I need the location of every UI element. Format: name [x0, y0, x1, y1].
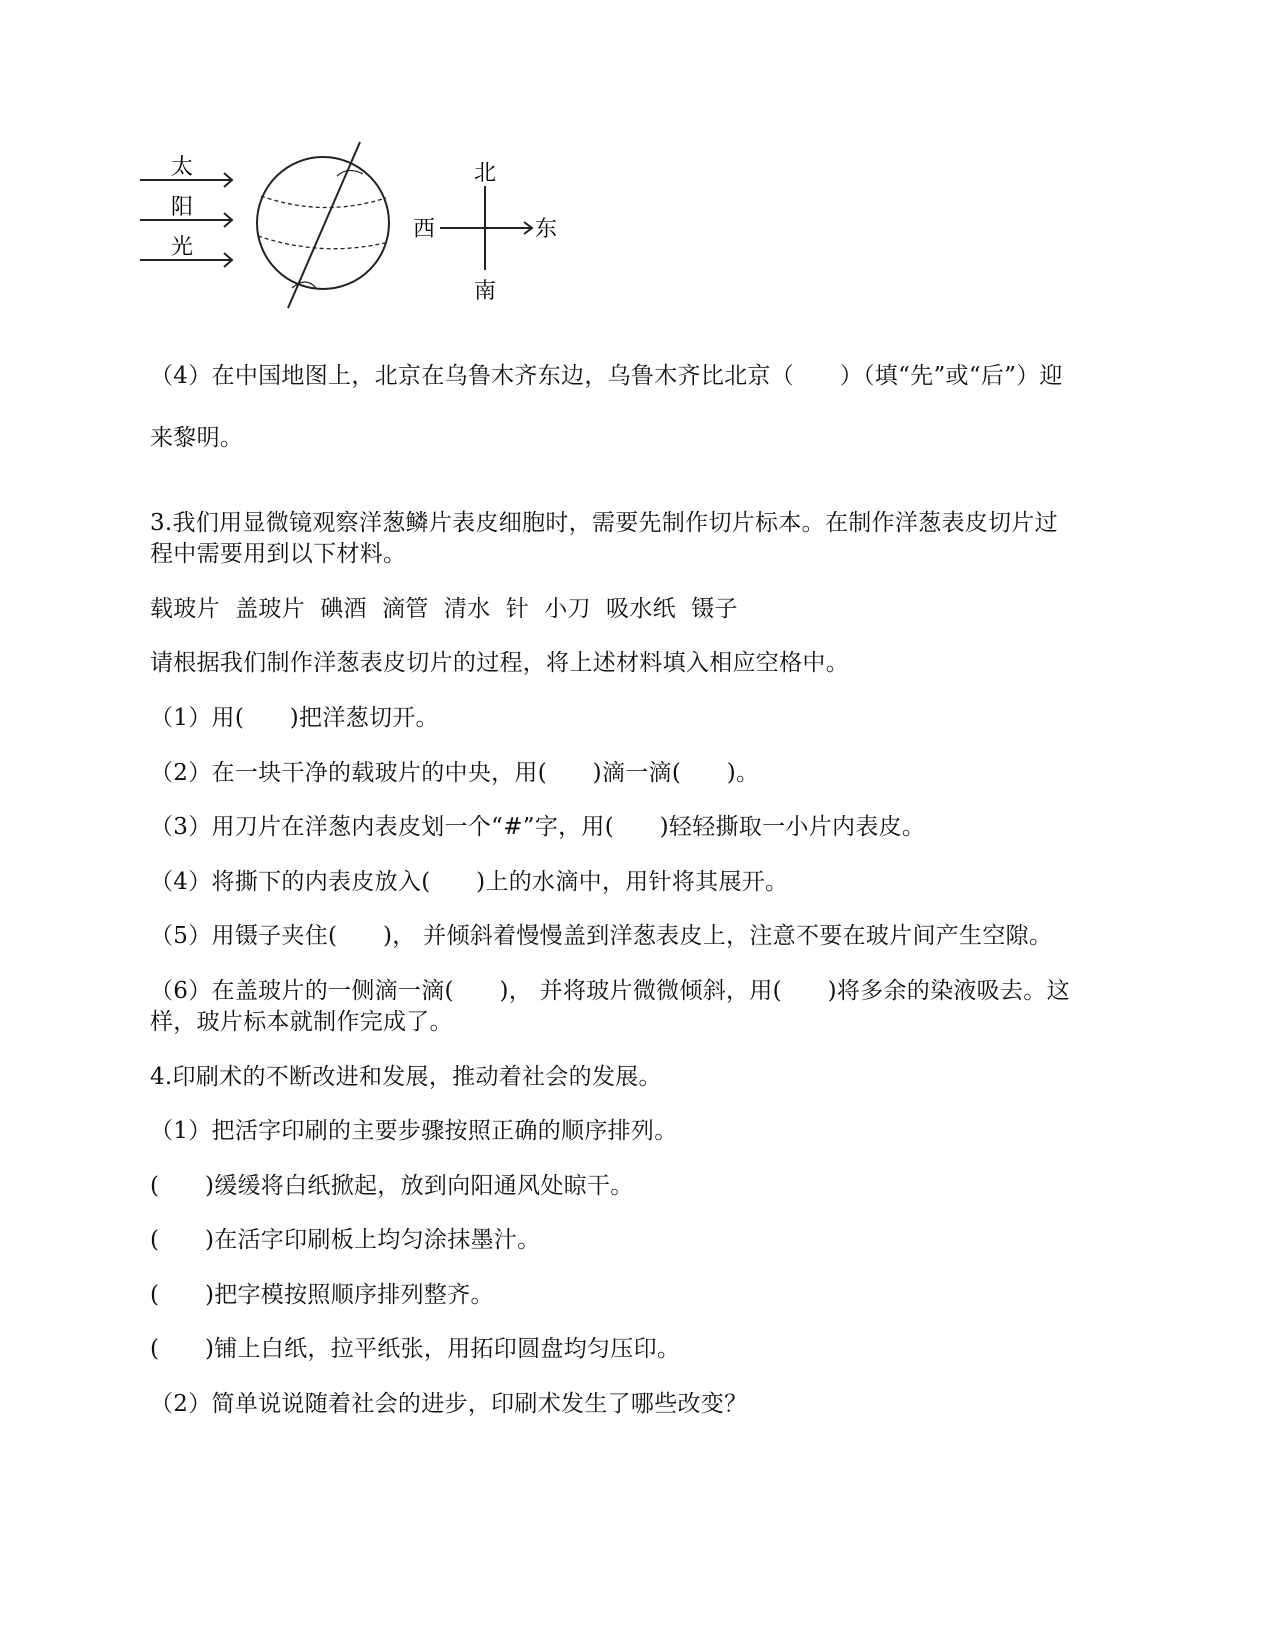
compass-west-label: 西 [412, 217, 436, 242]
sunlight-char: 太 [170, 155, 194, 180]
printing-step: ( )把字模按照顺序排列整齐。 [150, 1282, 494, 1308]
question-3-step-2: （2）在一块干净的载玻片的中央，用( )滴一滴( )。 [150, 760, 760, 786]
sunlight-char: 阳 [170, 195, 194, 220]
compass-icon [440, 186, 532, 270]
question-4-part-1: （1）把活字印刷的主要步骤按照正确的顺序排列。 [150, 1118, 678, 1144]
question-3-step-5: （5）用镊子夹住( )， 并倾斜着慢慢盖到洋葱表皮上，注意不要在玻片间产生空隙。 [150, 923, 1053, 949]
globe-icon [257, 142, 389, 308]
question-3-intro-line2: 程中需要用到以下材料。 [150, 541, 407, 567]
question-4-intro: 4.印刷术的不断改进和发展，推动着社会的发展。 [150, 1064, 662, 1090]
question-3-step-6-line2: 样，玻片标本就制作完成了。 [150, 1009, 453, 1035]
compass-east-label: 东 [534, 217, 558, 242]
earth-sunlight-figure [140, 138, 580, 328]
question-3-step-6-line1: （6）在盖玻片的一侧滴一滴( )， 并将玻片微微倾斜，用( )将多余的染液吸去。这 [150, 978, 1070, 1004]
question-2-part-4-line2: 来黎明。 [150, 425, 244, 451]
compass-south-label: 南 [473, 279, 497, 304]
question-3-intro-line1: 3.我们用显微镜观察洋葱鳞片表皮细胞时，需要先制作切片标本。在制作洋葱表皮切片过 [150, 510, 1058, 536]
materials-list: 载玻片 盖玻片 碘酒 滴管 清水 针 小刀 吸水纸 镊子 [150, 596, 738, 622]
question-2-part-4-line1: （4）在中国地图上，北京在乌鲁木齐东边，乌鲁木齐比北京（ ）（填“先”或“后”）迎 [150, 363, 1063, 389]
printing-step: ( )铺上白纸，拉平纸张，用拓印圆盘均匀压印。 [150, 1336, 681, 1362]
printing-step: ( )缓缓将白纸掀起，放到向阳通风处晾干。 [150, 1173, 634, 1199]
question-4-part-2: （2）简单说说随着社会的进步，印刷术发生了哪些改变？ [150, 1391, 748, 1417]
question-3-instruction: 请根据我们制作洋葱表皮切片的过程，将上述材料填入相应空格中。 [150, 650, 849, 676]
compass-north-label: 北 [473, 161, 497, 186]
question-3-step-1: （1）用( )把洋葱切开。 [150, 705, 439, 731]
sunlight-char: 光 [170, 235, 194, 260]
question-3-step-3: （3）用刀片在洋葱内表皮划一个“#”字，用( )轻轻撕取一小片内表皮。 [150, 814, 926, 840]
question-3-step-4: （4）将撕下的内表皮放入( )上的水滴中，用针将其展开。 [150, 869, 789, 895]
printing-step: ( )在活字印刷板上均匀涂抹墨汁。 [150, 1227, 541, 1253]
